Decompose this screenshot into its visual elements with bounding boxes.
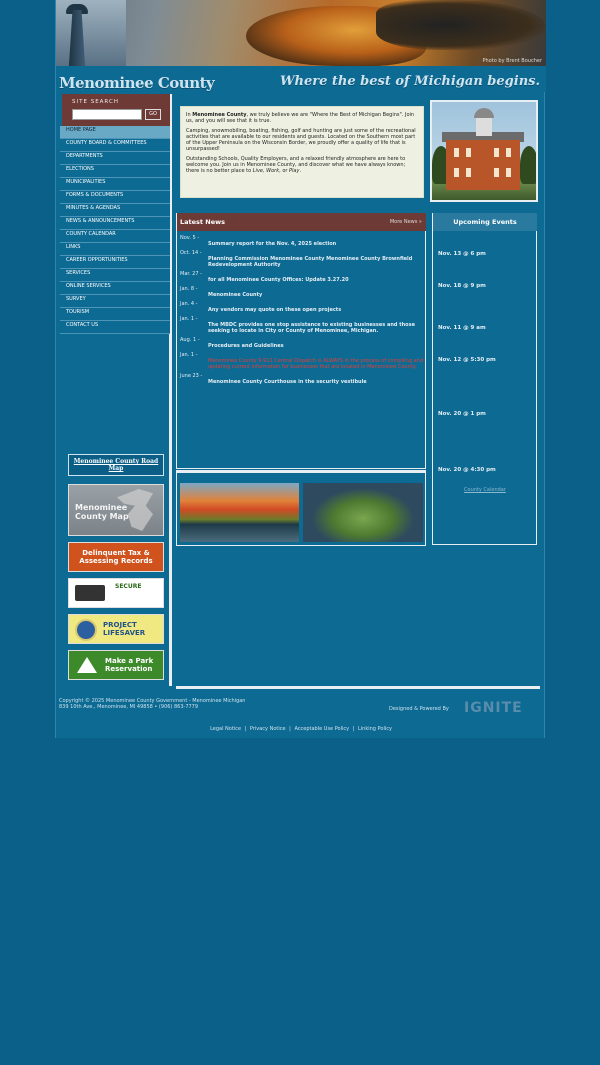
menu-item[interactable]: HOME PAGE [60, 126, 170, 139]
news-item[interactable] [180, 271, 424, 283]
site-search [62, 94, 170, 126]
tree-right [520, 146, 538, 184]
news-item[interactable] [180, 337, 424, 349]
menu-item[interactable]: DEPARTMENTS [60, 152, 170, 165]
ignite-logo[interactable]: IGNITE [464, 700, 523, 716]
news-text[interactable]: The MBDC provides one stop assistance to existing businesses and those seeking to locate in City or County of Menominee, Michigan. [208, 322, 415, 334]
window [506, 148, 511, 157]
intro-lead: In [186, 112, 193, 118]
footer-links [56, 726, 546, 732]
window [506, 168, 511, 177]
intro-paragraph-3 [186, 156, 418, 174]
menu-item[interactable]: ELECTIONS [60, 165, 170, 178]
main-menu [60, 126, 170, 334]
frog-photo [303, 483, 423, 542]
legal-notice-link[interactable]: Legal Notice [210, 726, 242, 732]
project-lifesaver-banner[interactable] [68, 614, 164, 644]
event-date[interactable]: Nov. 20 @ 4:30 pm [438, 467, 496, 473]
photo-panel [176, 470, 426, 546]
search-input[interactable] [72, 109, 142, 120]
menu-item[interactable]: CAREER OPPORTUNITIES [60, 256, 170, 269]
tent-icon [77, 657, 97, 673]
address-text: 839 10th Ave., Menominee, MI 49858 • (906) 863-7779 [59, 704, 199, 710]
logo-row [56, 66, 546, 92]
menu-item[interactable]: TOURISM [60, 308, 170, 321]
courthouse-tower [476, 116, 492, 136]
news-date: Jan. 4 - [180, 301, 198, 307]
news-item[interactable] [180, 301, 424, 313]
news-date: Jan. 1 - [180, 316, 198, 322]
oriole-head-image [376, 0, 546, 50]
window [494, 148, 499, 157]
news-text[interactable]: Any vendors may quote on these open projects [208, 307, 342, 313]
window [466, 168, 471, 177]
intro-rest: , we truly believe we are "Where the Best of Michigan Begins". Join us, and you will see that it is true. [186, 112, 415, 124]
park-reservation-banner[interactable] [68, 650, 164, 680]
footer-copyright [59, 698, 245, 710]
secure-label: SECURE [115, 583, 142, 590]
intro-end: . [299, 168, 302, 174]
event-date[interactable]: Nov. 11 @ 9 am [438, 325, 486, 331]
menu-item[interactable]: SURVEY [60, 295, 170, 308]
menu-item[interactable]: LINKS [60, 243, 170, 256]
copyright-text: Copyright © 2025 Menominee County Government - Menominee Michigan [59, 698, 246, 704]
intro-play: Play [289, 168, 300, 174]
menu-item[interactable]: ONLINE SERVICES [60, 282, 170, 295]
news-date: Nov. 5 - [180, 235, 200, 241]
events-header [433, 213, 537, 231]
courthouse-dome [474, 108, 494, 118]
news-date: Aug. 1 - [180, 337, 200, 343]
news-text[interactable]: Summary report for the Nov. 4, 2025 election [208, 241, 337, 247]
main-bottom-rule [176, 686, 540, 689]
lifesaver-seal-icon [75, 619, 97, 641]
event-date[interactable]: Nov. 13 @ 6 pm [438, 251, 486, 257]
news-text[interactable]: Procedures and Guidelines [208, 343, 284, 349]
intro-sep-2: , or [279, 168, 290, 174]
menu-item[interactable]: SERVICES [60, 269, 170, 282]
menu-item[interactable]: COUNTY BOARD & COMMITTEES [60, 139, 170, 152]
intro-paragraph-1 [186, 112, 418, 124]
credit-card-icon [75, 585, 105, 601]
designed-by-text: Designed & Powered By [389, 706, 449, 712]
intro-p3-text: Outstanding Schools, Quality Employers, and a relaxed friendly atmosphere are here to welcome you. Join us in Menominee County, and discover what we have always known; there is no better place to [186, 156, 406, 174]
window [454, 148, 459, 157]
news-text[interactable]: Menominee County Courthouse in the security vestibule [208, 379, 367, 385]
news-text[interactable]: Menominee County [208, 292, 263, 298]
latest-news-panel [176, 213, 426, 469]
page-wrapper [55, 0, 545, 738]
intro-sep-1: , [262, 168, 267, 174]
news-item[interactable] [180, 373, 424, 385]
news-title: Latest News [180, 218, 226, 226]
county-map-label: Menominee County Map [75, 503, 129, 521]
photo-credit: Photo by Brent Boucher [482, 58, 542, 64]
intro-work: Work [266, 168, 280, 174]
event-date[interactable]: Nov. 20 @ 1 pm [438, 411, 486, 417]
acceptable-use-link[interactable]: Acceptable Use Policy [294, 726, 350, 732]
news-header [177, 213, 426, 231]
menu-item[interactable]: FORMS & DOCUMENTS [60, 191, 170, 204]
link-separator: | [289, 726, 291, 732]
intro-live: Live [252, 168, 263, 174]
news-item[interactable] [180, 235, 424, 247]
news-text[interactable]: Menominee County 9-911 Central Dispatch is ALWAYS in the process of compiling and updating current information for businesses that are located in Menominee County. [208, 358, 424, 370]
news-date: June 23 - [180, 373, 203, 379]
news-list [180, 235, 424, 388]
news-item[interactable] [180, 352, 424, 370]
more-news-link[interactable]: More News » [389, 219, 422, 225]
lifesaver-label: PROJECT LIFESAVER [103, 621, 146, 637]
park-label: Make a Park Reservation [105, 657, 154, 673]
site-logo[interactable]: Menominee County [59, 74, 215, 92]
left-sidebar [60, 94, 172, 686]
secure-payment-banner[interactable] [68, 578, 164, 608]
county-calendar-link[interactable]: County Calendar [464, 487, 506, 493]
link-separator: | [244, 726, 247, 732]
news-date: Mar. 27 - [180, 271, 202, 277]
intro-paragraph-2: Camping, snowmobiling, boating, fishing, golf and hunting are just some of the recreational activities that are available to our residents and guests. Located on the Southern most part of the Upper Peninsula on the Wisconsin Border, we proudly offer a quality of life that is unsurpassed! [186, 128, 416, 152]
courthouse-photo [430, 100, 538, 202]
upcoming-events-panel [432, 213, 537, 545]
header-banner [56, 0, 546, 66]
tagline: Where the best of Michigan begins. [279, 74, 540, 89]
intro-county-name: Menominee County [192, 112, 247, 118]
delinquent-tax-banner[interactable]: Delinquent Tax & Assessing Records [68, 542, 164, 572]
menu-item[interactable]: NEWS & ANNOUNCEMENTS [60, 217, 170, 230]
privacy-notice-link[interactable]: Privacy Notice [249, 726, 286, 732]
event-date[interactable]: Nov. 18 @ 9 pm [438, 283, 486, 289]
news-text[interactable]: Planning Commission Menominee County Menominee County Brownfield Redevelopment Authority [208, 256, 413, 268]
news-text[interactable]: for all Menominee County Offices: Update 3.27.20 [208, 277, 349, 283]
autumn-lake-photo [180, 483, 299, 542]
linking-policy-link[interactable]: Linking Policy [357, 726, 392, 732]
road-map-link[interactable]: Menominee County Road Map [68, 454, 164, 476]
news-date: Jan. 8 - [180, 286, 198, 292]
menu-item[interactable]: MINUTES & AGENDAS [60, 204, 170, 217]
news-item[interactable] [180, 286, 424, 298]
menu-item[interactable]: MUNICIPALITIES [60, 178, 170, 191]
window [454, 168, 459, 177]
window [494, 168, 499, 177]
news-date: Jan. 1 - [180, 352, 198, 358]
menu-item[interactable]: CONTACT US [60, 321, 170, 334]
news-item[interactable] [180, 250, 424, 268]
news-date: Oct. 14 - [180, 250, 202, 256]
window [466, 148, 471, 157]
event-date[interactable]: Nov. 12 @ 5:30 pm [438, 357, 496, 363]
link-separator: | [352, 726, 355, 732]
search-go-button[interactable]: GO [145, 109, 161, 120]
county-map-banner[interactable] [68, 484, 164, 536]
intro-panel [180, 106, 424, 198]
events-title: Upcoming Events [453, 218, 517, 226]
search-label: SITE SEARCH [72, 99, 119, 105]
menu-item[interactable]: COUNTY CALENDAR [60, 230, 170, 243]
news-item[interactable] [180, 316, 424, 334]
